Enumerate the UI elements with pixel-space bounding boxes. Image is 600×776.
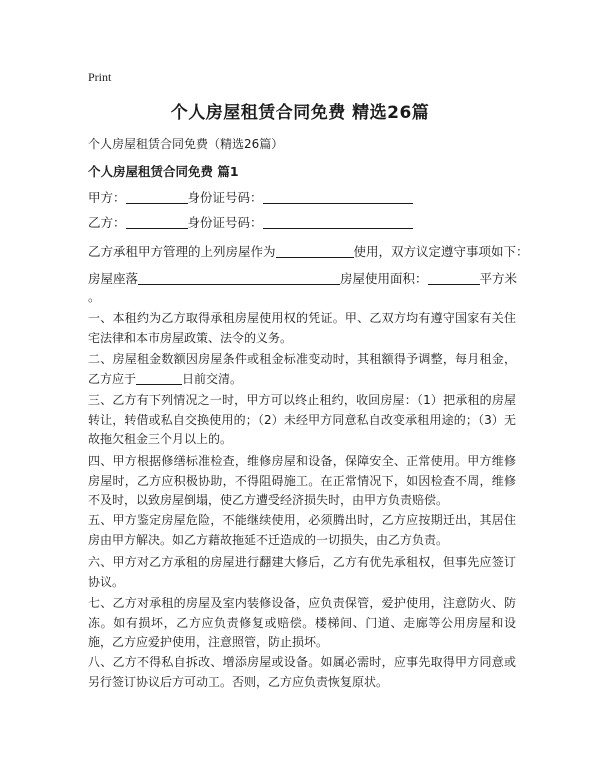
usage-suffix: 使用，双方议定遵守事项如下：	[353, 244, 529, 259]
party-a-label: 甲方：	[88, 190, 126, 205]
location-label: 房屋座落	[88, 271, 139, 286]
party-a-id-blank	[263, 190, 413, 204]
clause-7: 七、乙方对承租的房屋及室内装修设备，应负责保管，爱护使用，注意防火、防冻。如有损坏，乙方应负责修复或赔偿。楼梯间、门道、走廊等公用房屋和设施，乙方应爱护使用，注意照管，防止损坏。	[88, 596, 516, 649]
party-b-line	[88, 213, 413, 231]
clause-4: 四、甲方根据修缮标准检查，维修房屋和设备，保障安全、正常使用。甲方维修房屋时，乙方应积极协助，不得阻碍施工。在正常情况下，如因检查不周，维修不及时，以致房屋倒塌，使乙方遭受经济损失时，由甲方负责赔偿。	[88, 454, 516, 507]
usage-line	[88, 242, 529, 260]
party-a-name-blank	[126, 190, 188, 204]
location-line	[88, 269, 517, 287]
print-label: Print	[88, 70, 112, 84]
document-title: 个人房屋租赁合同免费 精选26篇	[170, 103, 430, 123]
clause-2-text: 二、房屋租金数额因房屋条件或租金标准变动时，其租额得予调整，每月租金，乙方应于	[88, 352, 516, 386]
clause-2	[88, 350, 516, 389]
section-heading: 个人房屋租赁合同免费 篇1	[88, 164, 239, 179]
clause-5: 五、甲方鉴定房屋危险，不能继续使用，必须腾出时，乙方应按期迁出，其居住房由甲方解决。如乙方藉故拖延不迁造成的一切损失，由乙方负责。	[88, 513, 516, 547]
end-mark: 。	[88, 289, 101, 304]
party-b-id-blank	[263, 215, 413, 229]
party-a-id-label: 身份证号码：	[187, 190, 263, 205]
location-blank	[138, 271, 340, 285]
usage-prefix: 乙方承租甲方管理的上列房屋作为	[88, 244, 276, 259]
clause-3: 三、乙方有下列情况之一时，甲方可以终止租约，收回房屋：（1）把承租的房屋转让，转借或私自交换使用的；（2）未经甲方同意私自改变承租用途的；（3）无故拖欠租金三个月以上的。	[88, 393, 516, 446]
party-b-id-label: 身份证号码：	[187, 215, 263, 230]
rent-due-day-blank	[136, 371, 182, 385]
party-b-label: 乙方：	[88, 215, 126, 230]
document-subtitle: 个人房屋租赁合同免费（精选26篇）	[88, 137, 284, 151]
party-b-name-blank	[126, 215, 188, 229]
area-blank	[428, 271, 480, 285]
area-label: 房屋使用面积：	[340, 271, 428, 286]
clause-1: 一、本租约为乙方取得承租房屋使用权的凭证。甲、乙双方均有遵守国家有关住宅法律和本市房屋政策、法令的义务。	[88, 311, 516, 345]
party-a-line	[88, 188, 413, 206]
clause-8: 八、乙方不得私自拆改、增添房屋或设备。如属必需时，应事先取得甲方同意或另行签订协议后方可动工。否则，乙方应负责恢复原状。	[88, 655, 516, 689]
usage-blank	[276, 244, 354, 258]
clause-2-end: 日前交清。	[182, 371, 243, 386]
clause-6: 六、甲方对乙方承租的房屋进行翻建大修后，乙方有优先承租权，但事先应签订协议。	[88, 555, 516, 589]
area-unit: 平方米	[479, 271, 518, 286]
